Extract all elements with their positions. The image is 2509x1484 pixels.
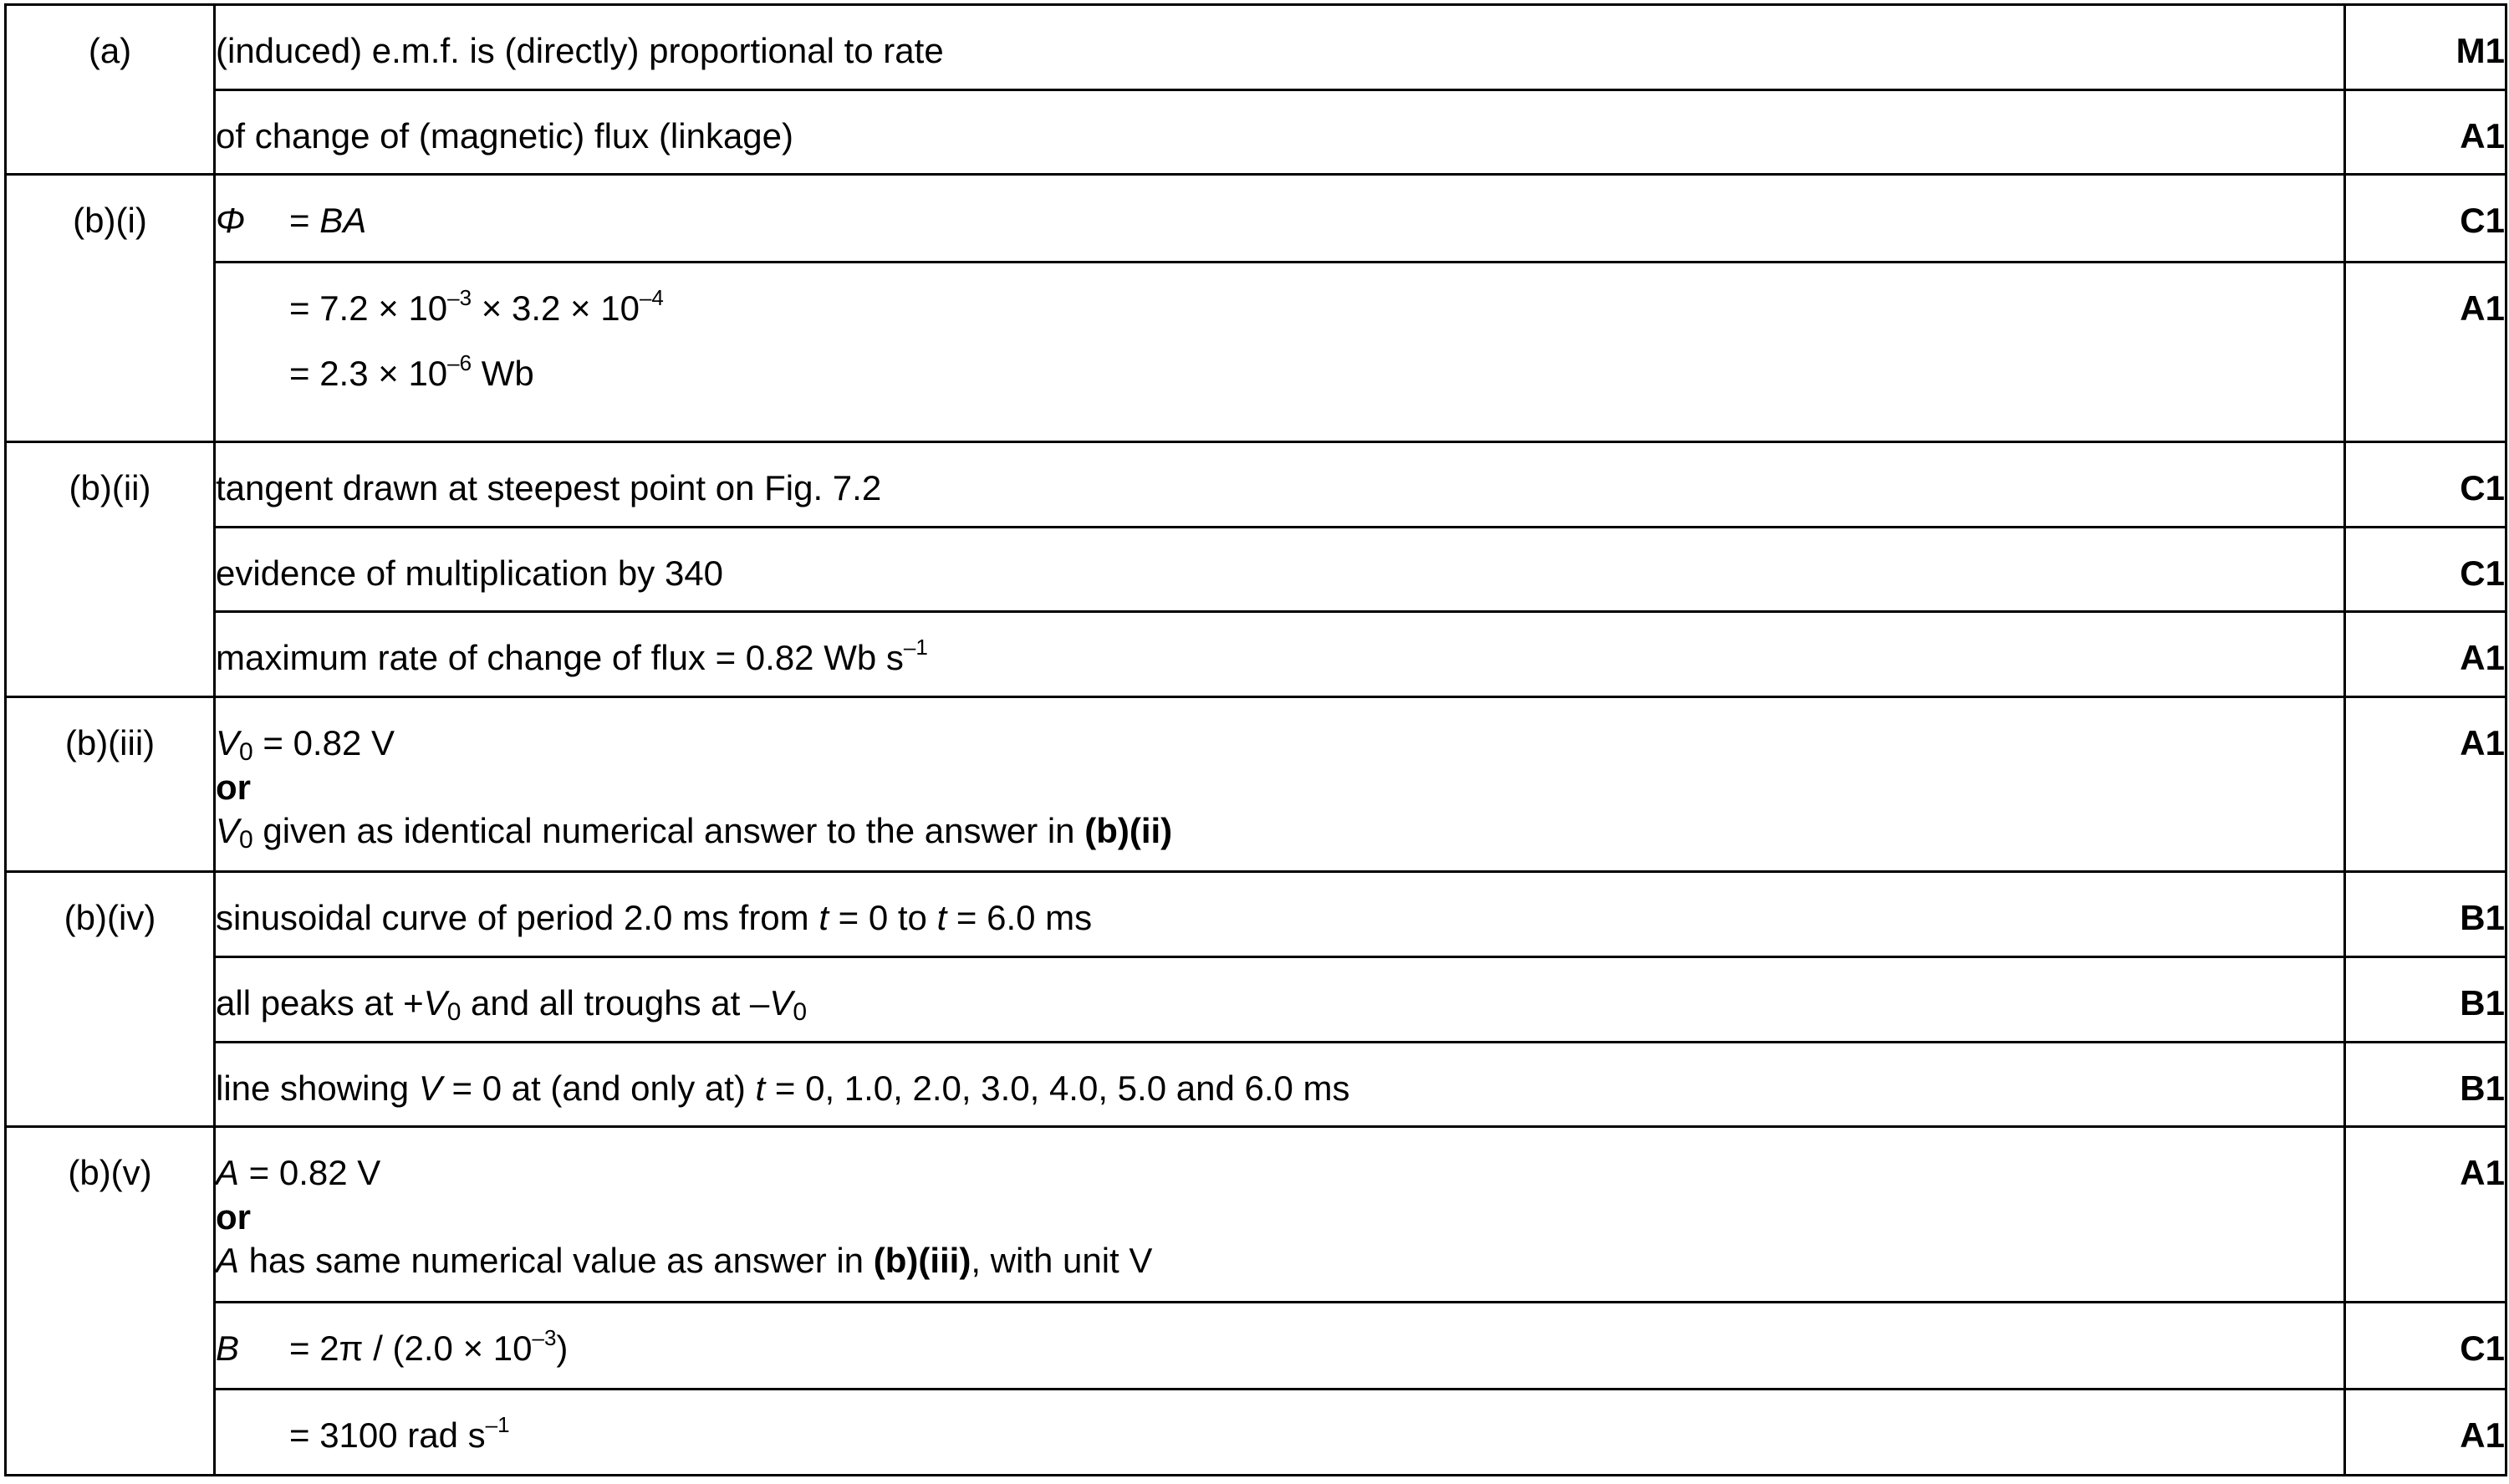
question-number: (b)(iii) bbox=[6, 697, 215, 872]
table-row bbox=[6, 442, 2506, 528]
mark-cell: A1 bbox=[2345, 262, 2506, 441]
calc-line-2: = $2.3 \times 10^{-6}$ Wb bbox=[289, 350, 534, 394]
table-row bbox=[6, 89, 2506, 175]
question-number: (b)(ii) bbox=[6, 442, 215, 697]
mark-scheme-table bbox=[4, 3, 2507, 1476]
answer-cell: all peaks at $+V_0$ and all troughs at $-V_0$ bbox=[215, 957, 2345, 1043]
mark-cell: A1 bbox=[2345, 89, 2506, 175]
question-number: (b)(v) bbox=[6, 1127, 215, 1476]
answer-cell bbox=[215, 262, 2345, 441]
mark-cell: B1 bbox=[2345, 872, 2506, 957]
table-row bbox=[6, 175, 2506, 263]
mark-cell: C1 bbox=[2345, 442, 2506, 528]
answer-cell: $B = 2\pi / (2.0 \times 10^{-3})$ bbox=[215, 1302, 2345, 1390]
question-number: (b)(i) bbox=[6, 175, 215, 442]
answer-cell: of change of (magnetic) flux (linkage) bbox=[215, 89, 2345, 175]
answer-cell: line showing V = 0 at (and only at) t = 0, 1.0, 2.0, 3.0, 4.0, 5.0 and 6.0 ms bbox=[215, 1042, 2345, 1127]
answer-cell: sinusoidal curve of period 2.0 ms from t = 0 to t = 6.0 ms bbox=[215, 872, 2345, 957]
mark-cell: M1 bbox=[2345, 5, 2506, 90]
mark-cell: A1 bbox=[2345, 612, 2506, 697]
table-row bbox=[6, 1390, 2506, 1476]
mark-cell: C1 bbox=[2345, 527, 2506, 612]
question-number: (b)(iv) bbox=[6, 872, 215, 1127]
table-row bbox=[6, 1302, 2506, 1390]
question-number: (a) bbox=[6, 5, 215, 175]
or-text: or bbox=[216, 767, 251, 807]
table-row bbox=[6, 872, 2506, 957]
answer-cell: = 3100 rad $s^{-1}$ bbox=[215, 1390, 2345, 1476]
table-row bbox=[6, 5, 2506, 90]
equals-text: = bbox=[289, 201, 320, 241]
mark-cell: A1 bbox=[2345, 697, 2506, 872]
calc-line-1: = $7.2 \times 10^{-3} \times 3.2 \times 10^{-4}$ bbox=[289, 284, 664, 328]
answer-cell: (induced) e.m.f. is (directly) proportional to rate bbox=[215, 5, 2345, 90]
table-row bbox=[6, 957, 2506, 1043]
answer-cell: A = 0.82 V or A has same numerical value as answer in (b)(iii), with unit V bbox=[215, 1127, 2345, 1302]
or-text: or bbox=[216, 1196, 251, 1237]
mark-cell: A1 bbox=[2345, 1127, 2506, 1302]
table-row bbox=[6, 262, 2506, 441]
table-row bbox=[6, 612, 2506, 697]
answer-cell bbox=[215, 175, 2345, 263]
ba-text: BA bbox=[319, 201, 367, 241]
table-row bbox=[6, 1042, 2506, 1127]
mark-cell: C1 bbox=[2345, 175, 2506, 263]
table-row bbox=[6, 1127, 2506, 1302]
mark-cell: B1 bbox=[2345, 957, 2506, 1043]
mark-cell: B1 bbox=[2345, 1042, 2506, 1127]
mark-cell: A1 bbox=[2345, 1390, 2506, 1476]
flux-symbol: Φ bbox=[216, 201, 246, 241]
table-row bbox=[6, 527, 2506, 612]
answer-cell: $V_0 = 0.82$ V or $V_0$ given as identical numerical answer to the answer in (b)(ii) bbox=[215, 697, 2345, 872]
table-row bbox=[6, 697, 2506, 872]
answer-cell: evidence of multiplication by 340 bbox=[215, 527, 2345, 612]
mark-cell: C1 bbox=[2345, 1302, 2506, 1390]
answer-cell: tangent drawn at steepest point on Fig. 7.2 bbox=[215, 442, 2345, 528]
answer-cell: maximum rate of change of flux = 0.82 Wb $s^{-1}$ bbox=[215, 612, 2345, 697]
